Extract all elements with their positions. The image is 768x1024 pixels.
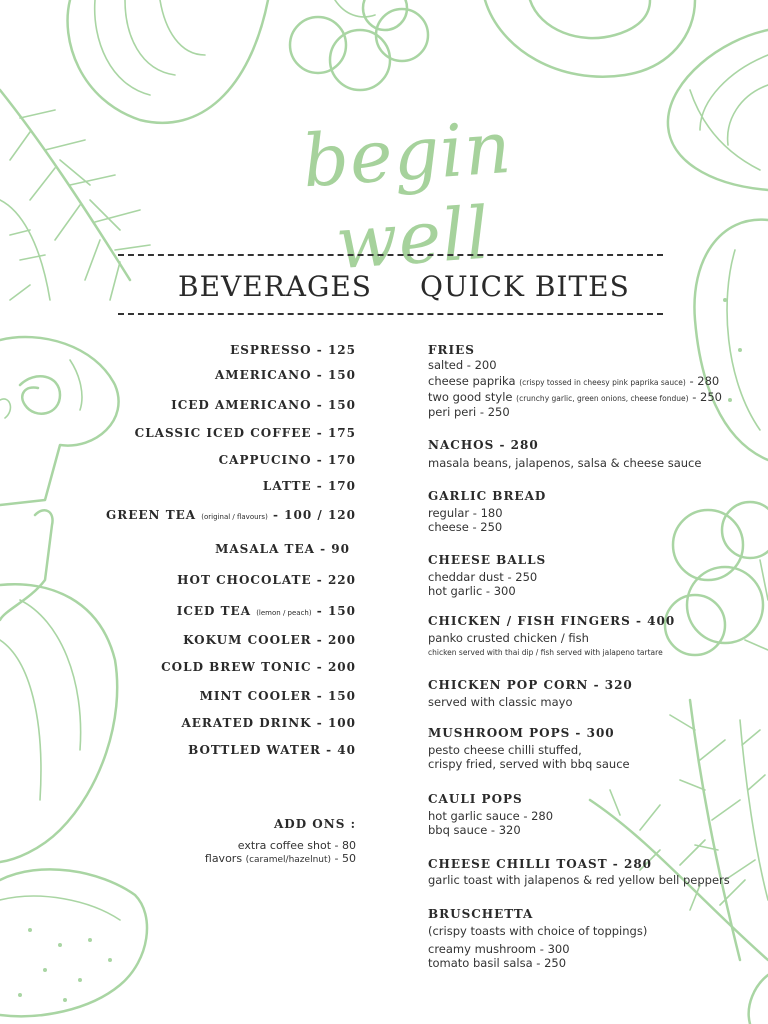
menu-line: chicken served with thai dip / fish served with jalapeno tartare [428,648,663,657]
fingers-title: CHICKEN / FISH FINGERS - 400 [428,614,676,628]
bottom-divider [118,313,663,315]
pepper-illustration-bottom-right [749,975,768,1024]
broccoli-illustration-right [665,502,768,655]
pepper-illustration-top-left [68,0,268,123]
potato-illustration-right [694,220,768,460]
menu-line: bbq sauce - 320 [428,823,521,837]
add-on-extra-shot: extra coffee shot - 80 [237,839,356,852]
nachos-title: NACHOS - 280 [428,438,539,452]
menu-line: hot garlic sauce - 280 [428,809,554,823]
cauli-pops-title: CAULI POPS [428,792,523,806]
quick-bites-heading: QUICK BITES [420,270,630,303]
menu-line: panko crusted chicken / fish [428,631,589,645]
menu-line: served with classic mayo [428,695,573,709]
beverage-item: BOTTLED WATER - 40 [188,743,356,757]
menu-line: peri peri - 250 [428,405,510,419]
menu-line: creamy mushroom - 300 [428,942,570,956]
menu-line: hot garlic - 300 [428,584,516,598]
menu-line: regular - 180 [428,506,503,520]
beverage-item: LATTE - 170 [262,479,356,493]
beverage-item: AMERICANO - 150 [214,368,356,382]
menu-line: two good style (crunchy garlic, green onions, cheese fondue) - 250 [428,390,722,404]
menu-line: cheese - 250 [428,520,503,534]
menu-line: salted - 200 [428,358,497,372]
beverage-item: MASALA TEA - 90 [215,542,350,556]
beverage-item: HOT CHOCOLATE - 220 [177,573,356,587]
beverage-item: ESPRESSO - 125 [230,343,356,357]
broccoli-illustration-top [290,0,428,90]
beverage-item: ICED TEA (lemon / peach) - 150 [176,604,356,618]
menu-line: cheddar dust - 250 [428,570,538,584]
beverage-item: ICED AMERICANO - 150 [171,398,356,412]
beverage-item: CAPPUCINO - 170 [218,453,356,467]
add-on-flavors: flavors (caramel/hazelnut) - 50 [204,852,356,865]
menu-line: pesto cheese chilli stuffed, [428,743,582,757]
pop-corn-title: CHICKEN POP CORN - 320 [428,678,633,692]
add-ons-heading: ADD ONS : [274,817,356,831]
menu-line: cheese paprika (crispy tossed in cheesy pink paprika sauce) - 280 [428,374,720,388]
cheese-chilli-toast-title: CHEESE CHILLI TOAST - 280 [428,857,653,871]
menu-line: tomato basil salsa - 250 [428,956,567,970]
cheese-balls-title: CHEESE BALLS [428,553,547,567]
menu-title: begin well [299,104,515,286]
menu-line: masala beans, jalapenos, salsa & cheese sauce [428,456,702,470]
dill-illustration [0,90,150,300]
beverage-item: MINT COOLER - 150 [199,689,356,703]
mushroom-pops-title: MUSHROOM POPS - 300 [428,726,615,740]
mushroom-illustration [0,337,119,505]
onion-illustration [668,30,768,190]
fries-title: FRIES [428,343,475,357]
menu-line: crispy fried, served with bbq sauce [428,757,630,771]
menu-line: (crispy toasts with choice of toppings) [428,924,648,938]
garlic-bread-title: GARLIC BREAD [428,489,547,503]
beverage-item: KOKUM COOLER - 200 [183,633,356,647]
beverage-item: GREEN TEA (original / flavours) - 100 / 120 [106,508,356,522]
bell-pepper-illustration-left [0,510,117,862]
beverage-item: AERATED DRINK - 100 [181,716,356,730]
avocado-illustration-top [485,0,695,77]
beverage-item: CLASSIC ICED COFFEE - 175 [134,426,356,440]
bread-illustration [0,869,147,1016]
menu-line: garlic toast with jalapenos & red yellow bell peppers [428,873,730,887]
bruschetta-title: BRUSCHETTA [428,907,534,921]
herb-illustration-bottom-right [590,700,768,960]
beverages-heading: BEVERAGES [178,270,372,303]
top-divider [118,254,663,256]
beverage-item: COLD BREW TONIC - 200 [161,660,356,674]
